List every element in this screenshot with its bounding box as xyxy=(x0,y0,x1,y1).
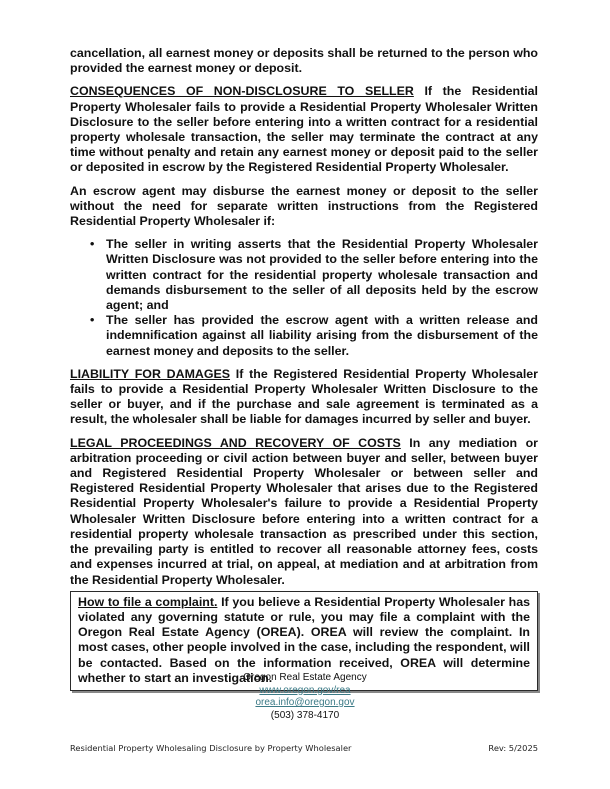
section-body-escrow: An escrow agent may disburse the earnest money or deposit to the seller without the need for separate written instructions from the Registered Residential Property Wholesaler if: xyxy=(70,183,538,229)
section-heading-liability: LIABILITY FOR DAMAGES xyxy=(70,366,231,381)
complaint-body: If you believe a Residential Property Wholesaler has violated any governing statute or rule, you may file a complaint with the Oregon Real Estate Agency (OREA). OREA will review the complaint. In most cases, other people involved in the case, including the respondent, will be contacted. Based on the information received, OREA will determine whether to start an investigation. xyxy=(78,594,531,685)
page-footer xyxy=(70,743,538,753)
section-body-consequences: If the Residential Property Wholesaler fails to provide a Residential Property Wholesaler Written Disclosure to the seller before entering into a written contract for a residential property wholesale transaction, the seller may terminate the contract at any time without penalty and retain any earnest money or deposit paid to the seller or deposited in escrow by the Registered Residential Property Wholesaler. xyxy=(70,84,538,175)
list-item-text: The seller in writing asserts that the Residential Property Wholesaler Written Disclosure was not provided to the seller before entering into the written contract for the residential property wholesale transaction and demands disbursement to the seller of all deposits held by the escrow agent; and xyxy=(106,237,538,313)
website-link[interactable]: www.oregon.gov/rea xyxy=(259,684,351,696)
bullet-icon: • xyxy=(90,237,95,252)
footer-revision: Rev: 5/2025 xyxy=(488,743,538,753)
phone-number: (503) 378-4170 xyxy=(270,709,340,721)
email-link[interactable]: orea.info@oregon.gov xyxy=(255,697,355,708)
complaint-heading: How to file a complaint. xyxy=(78,594,218,609)
section-body-liability: If the Registered Residential Property Wholesaler fails to provide a Residential Property Wholesaler Written Disclosure to the seller or buyer, and if the purchase and sale agreement is terminated as a result, the wholesaler shall be liable for damages incurred by seller and buyer. xyxy=(70,366,539,427)
section-legal-proceedings xyxy=(70,436,538,588)
list-item xyxy=(90,237,538,313)
section-liability xyxy=(70,367,538,428)
section-heading-consequences: CONSEQUENCES OF NON-DISCLOSURE TO SELLER xyxy=(70,84,414,99)
document-body xyxy=(70,46,538,691)
intro-paragraph: cancellation, all earnest money or deposits shall be returned to the person who provided the earnest money or deposit. xyxy=(70,46,538,76)
contact-block xyxy=(0,672,610,722)
footer-title: Residential Property Wholesaling Disclosure by Property Wholesaler xyxy=(70,743,352,753)
escrow-conditions-list xyxy=(70,237,538,359)
bullet-icon: • xyxy=(90,313,95,328)
section-consequences xyxy=(70,84,538,175)
section-body-legal: In any mediation or arbitration proceeding or civil action between buyer and seller, between buyer and Registered Residential Property Wholesaler or between seller and Registered Residential Property Wholesaler that arises due to the Registered Residential Property Wholesaler's failure to provide a Residential Property Wholesaler Written Disclosure before entering into a written contract for a residential property wholesale transaction as prescribed under this section, the prevailing party is entitled to recover all reasonable attorney fees, costs and expenses incurred at trial, on appeal, at mediation and at arbitration from the Residential Property Wholesaler. xyxy=(70,435,538,587)
section-escrow xyxy=(70,184,538,230)
list-item xyxy=(90,313,538,359)
agency-name: Oregon Real Estate Agency xyxy=(243,672,367,683)
section-heading-legal: LEGAL PROCEEDINGS AND RECOVERY OF COSTS xyxy=(70,435,401,450)
list-item-text: The seller has provided the escrow agent with a written release and indemnification against all liability arising from the disbursement of the earnest money and deposits to the seller. xyxy=(106,313,538,358)
